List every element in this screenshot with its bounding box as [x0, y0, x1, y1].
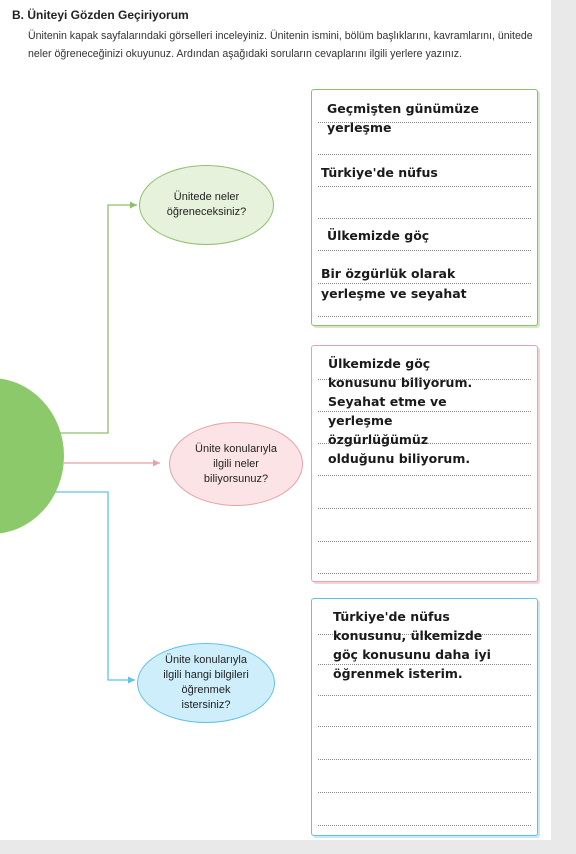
answer-line: olduğunu biliyorum.: [328, 451, 471, 466]
question-oval-know: [169, 422, 303, 506]
green-arrowhead: [130, 202, 137, 209]
answer-line: öğrenmek isterim.: [333, 666, 463, 681]
answer-line: Ülkemizde göç: [327, 228, 430, 243]
writing-line: [318, 508, 531, 509]
answer-line: göç konusunu daha iyi: [333, 647, 491, 662]
writing-line: [318, 695, 531, 696]
answer-line: Türkiye'de nüfus: [333, 609, 450, 624]
writing-line: [318, 154, 531, 155]
answer-line: özgürlüğümüz: [328, 432, 429, 447]
answer-line: Türkiye'de nüfus: [321, 165, 438, 180]
question-text-know: Ünite konularıyla ilgili neler biliyorsunuz?: [195, 442, 277, 485]
answer-box-want[interactable]: [311, 598, 538, 836]
answer-line: yerleşme ve seyahat: [321, 286, 467, 301]
writing-line: [318, 186, 531, 187]
writing-line: [318, 759, 531, 760]
question-oval-learn: [139, 165, 274, 245]
answer-line: yerleşme: [327, 120, 392, 135]
writing-line: [318, 541, 531, 542]
writing-line: [318, 316, 531, 317]
answer-box-know[interactable]: [311, 345, 538, 582]
writing-line: [318, 218, 531, 219]
question-text-want: Ünite konularıyla ilgili hangi bilgileri öğrenmek istersiniz?: [163, 654, 249, 711]
blue-connector: [55, 492, 135, 680]
answer-box-learn[interactable]: [311, 89, 538, 326]
answer-line: Seyahat etme ve: [328, 394, 447, 409]
section-title: B. Üniteyi Gözden Geçiriyorum: [12, 8, 189, 22]
writing-line: [318, 792, 531, 793]
answer-line: Bir özgürlük olarak: [321, 266, 456, 281]
writing-line: [318, 726, 531, 727]
instructions-text: Ünitenin kapak sayfalarındaki görselleri inceleyiniz. Ünitenin ismini, bölüm başlıklarını, kavramlarını, ünitede neler öğreneceğinizi okuyunuz. Ardından aşağıdaki soruların cevaplarını ilgili yerlere yazınız.: [28, 30, 533, 60]
blue-arrowhead: [128, 677, 135, 684]
writing-line: [318, 250, 531, 251]
answer-line: Geçmişten günümüze: [327, 101, 479, 116]
answer-line: konusunu biliyorum.: [328, 375, 473, 390]
answer-line: Ülkemizde göç: [328, 356, 431, 371]
green-connector: [55, 205, 137, 433]
question-oval-want: [137, 643, 275, 723]
question-text-learn: Ünitede neler öğreneceksiniz?: [166, 191, 247, 218]
writing-line: [318, 475, 531, 476]
writing-line: [318, 573, 531, 574]
pink-arrowhead: [153, 460, 160, 467]
answer-line: yerleşme: [328, 413, 393, 428]
answer-line: konusunu, ülkemizde: [333, 628, 483, 643]
writing-line: [318, 825, 531, 826]
